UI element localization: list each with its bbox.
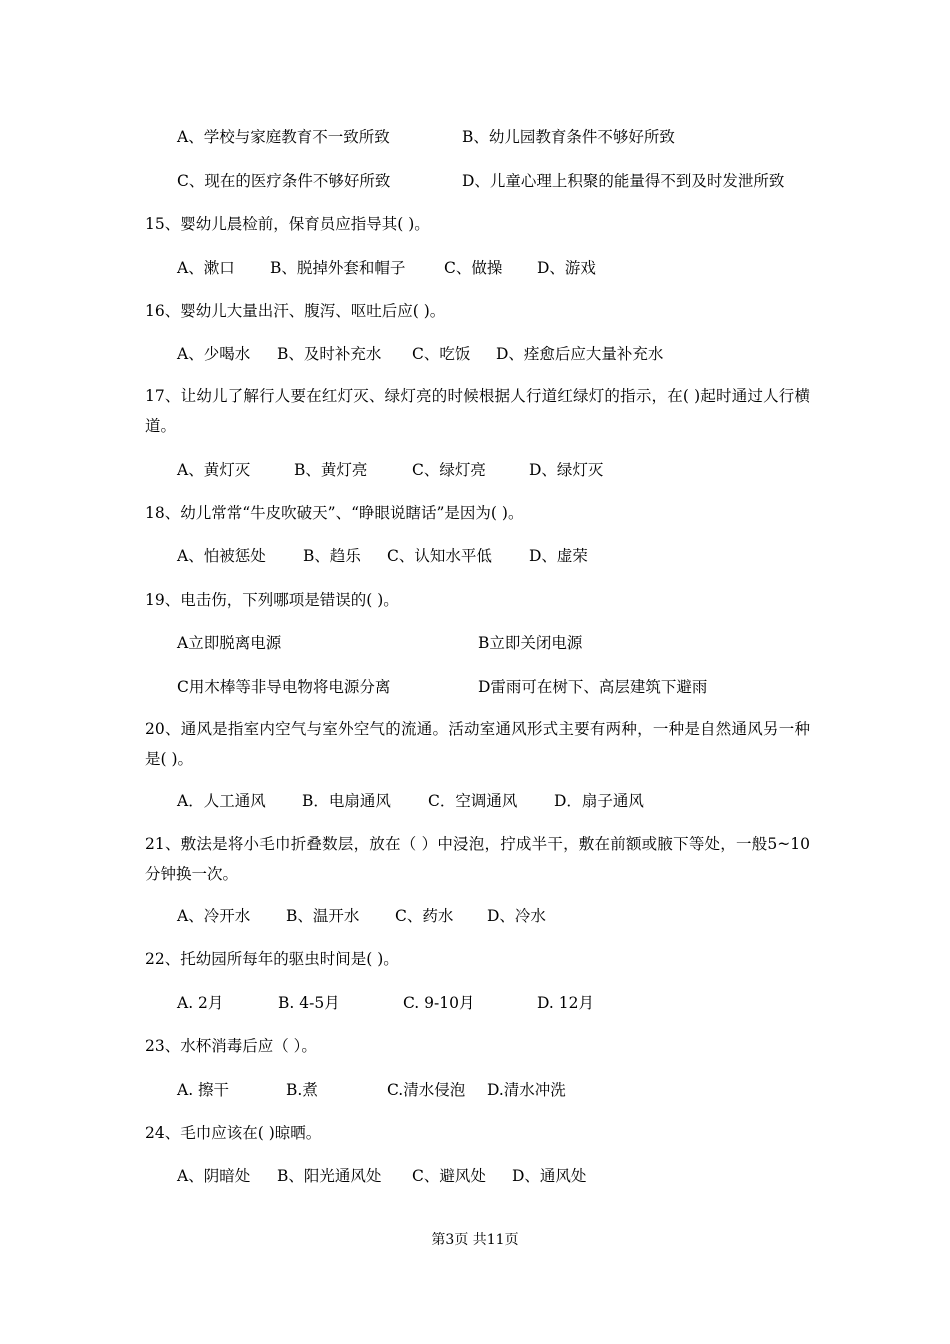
option-17-d: D、绿灯灭 — [529, 461, 604, 479]
question-22: 22、托幼园所每年的驱虫时间是( )。 — [145, 950, 399, 968]
option-23-c: C.清水侵泡 — [387, 1081, 466, 1099]
option-15-c: C、做操 — [444, 259, 503, 277]
option-24-c: C、避风处 — [412, 1167, 486, 1185]
option-15-a: A、漱口 — [177, 259, 235, 277]
option-20-d: D．扇子通风 — [554, 792, 644, 810]
option-19-b: B立即关闭电源 — [478, 634, 583, 652]
option-19-a: A立即脱离电源 — [177, 634, 282, 652]
option-18-d: D、虚荣 — [529, 547, 588, 565]
question-23: 23、水杯消毒后应（ ）。 — [145, 1037, 317, 1055]
option-23-a: A. 擦干 — [177, 1081, 230, 1099]
question-20: 20、通风是指室内空气与室外空气的流通。活动室通风形式主要有两种，一种是自然通风另一种是( )。 — [145, 720, 810, 768]
option-19-c: C用木棒等非导电物将电源分离 — [177, 678, 391, 696]
option-14-c: C、现在的医疗条件不够好所致 — [177, 172, 391, 190]
option-15-d: D、游戏 — [537, 259, 596, 277]
option-23-b: B.煮 — [286, 1081, 318, 1099]
option-24-b: B、阳光通风处 — [277, 1167, 382, 1185]
option-24-d: D、通风处 — [512, 1167, 587, 1185]
question-16: 16、婴幼儿大量出汗、腹泻、呕吐后应( )。 — [145, 302, 446, 320]
option-15-b: B、脱掉外套和帽子 — [270, 259, 406, 277]
option-19-d: D雷雨可在树下、高层建筑下避雨 — [478, 678, 708, 696]
option-16-c: C、吃饭 — [412, 345, 471, 363]
option-20-a: A．人工通风 — [177, 792, 266, 810]
question-18: 18、幼儿常常“牛皮吹破天”、“睁眼说瞎话”是因为( )。 — [145, 504, 524, 522]
option-16-a: A、少喝水 — [177, 345, 251, 363]
option-14-b: B、幼儿园教育条件不够好所致 — [462, 128, 675, 146]
option-18-c: C、认知水平低 — [387, 547, 492, 565]
page-footer: 第3页 共11页 — [431, 1232, 519, 1248]
option-22-c: C. 9-10月 — [403, 994, 475, 1012]
option-24-a: A、阴暗处 — [177, 1167, 251, 1185]
option-17-a: A、黄灯灭 — [177, 461, 251, 479]
option-22-b: B. 4-5月 — [278, 994, 340, 1012]
option-14-d: D、儿童心理上积聚的能量得不到及时发泄所致 — [462, 172, 785, 190]
option-21-d: D、冷水 — [487, 907, 546, 925]
question-19: 19、电击伤，下列哪项是错误的( )。 — [145, 591, 399, 609]
option-20-b: B．电扇通风 — [302, 792, 391, 810]
option-17-c: C、绿灯亮 — [412, 461, 486, 479]
question-17: 17、让幼儿了解行人要在红灯灭、绿灯亮的时候根据人行道红绿灯的指示，在( )起时通过人行横道。 — [145, 387, 810, 435]
option-16-b: B、及时补充水 — [277, 345, 382, 363]
option-16-d: D、痊愈后应大量补充水 — [496, 345, 664, 363]
option-20-c: C．空调通风 — [428, 792, 518, 810]
question-21: 21、敷法是将小毛巾折叠数层，放在（ ）中浸泡，拧成半干，敷在前额或腋下等处，一般5~10分钟换一次。 — [145, 835, 810, 883]
option-21-a: A、冷开水 — [177, 907, 251, 925]
option-17-b: B、黄灯亮 — [294, 461, 368, 479]
question-24: 24、毛巾应该在( )晾晒。 — [145, 1124, 322, 1142]
option-22-a: A. 2月 — [177, 994, 224, 1012]
option-14-a: A、学校与家庭教育不一致所致 — [177, 128, 390, 146]
option-21-c: C、药水 — [395, 907, 454, 925]
option-23-d: D.清水冲洗 — [487, 1081, 566, 1099]
option-22-d: D. 12月 — [537, 994, 594, 1012]
option-18-a: A、怕被惩处 — [177, 547, 266, 565]
option-18-b: B、趋乐 — [303, 547, 361, 565]
option-21-b: B、温开水 — [286, 907, 360, 925]
question-15: 15、婴幼儿晨检前，保育员应指导其( )。 — [145, 215, 430, 233]
